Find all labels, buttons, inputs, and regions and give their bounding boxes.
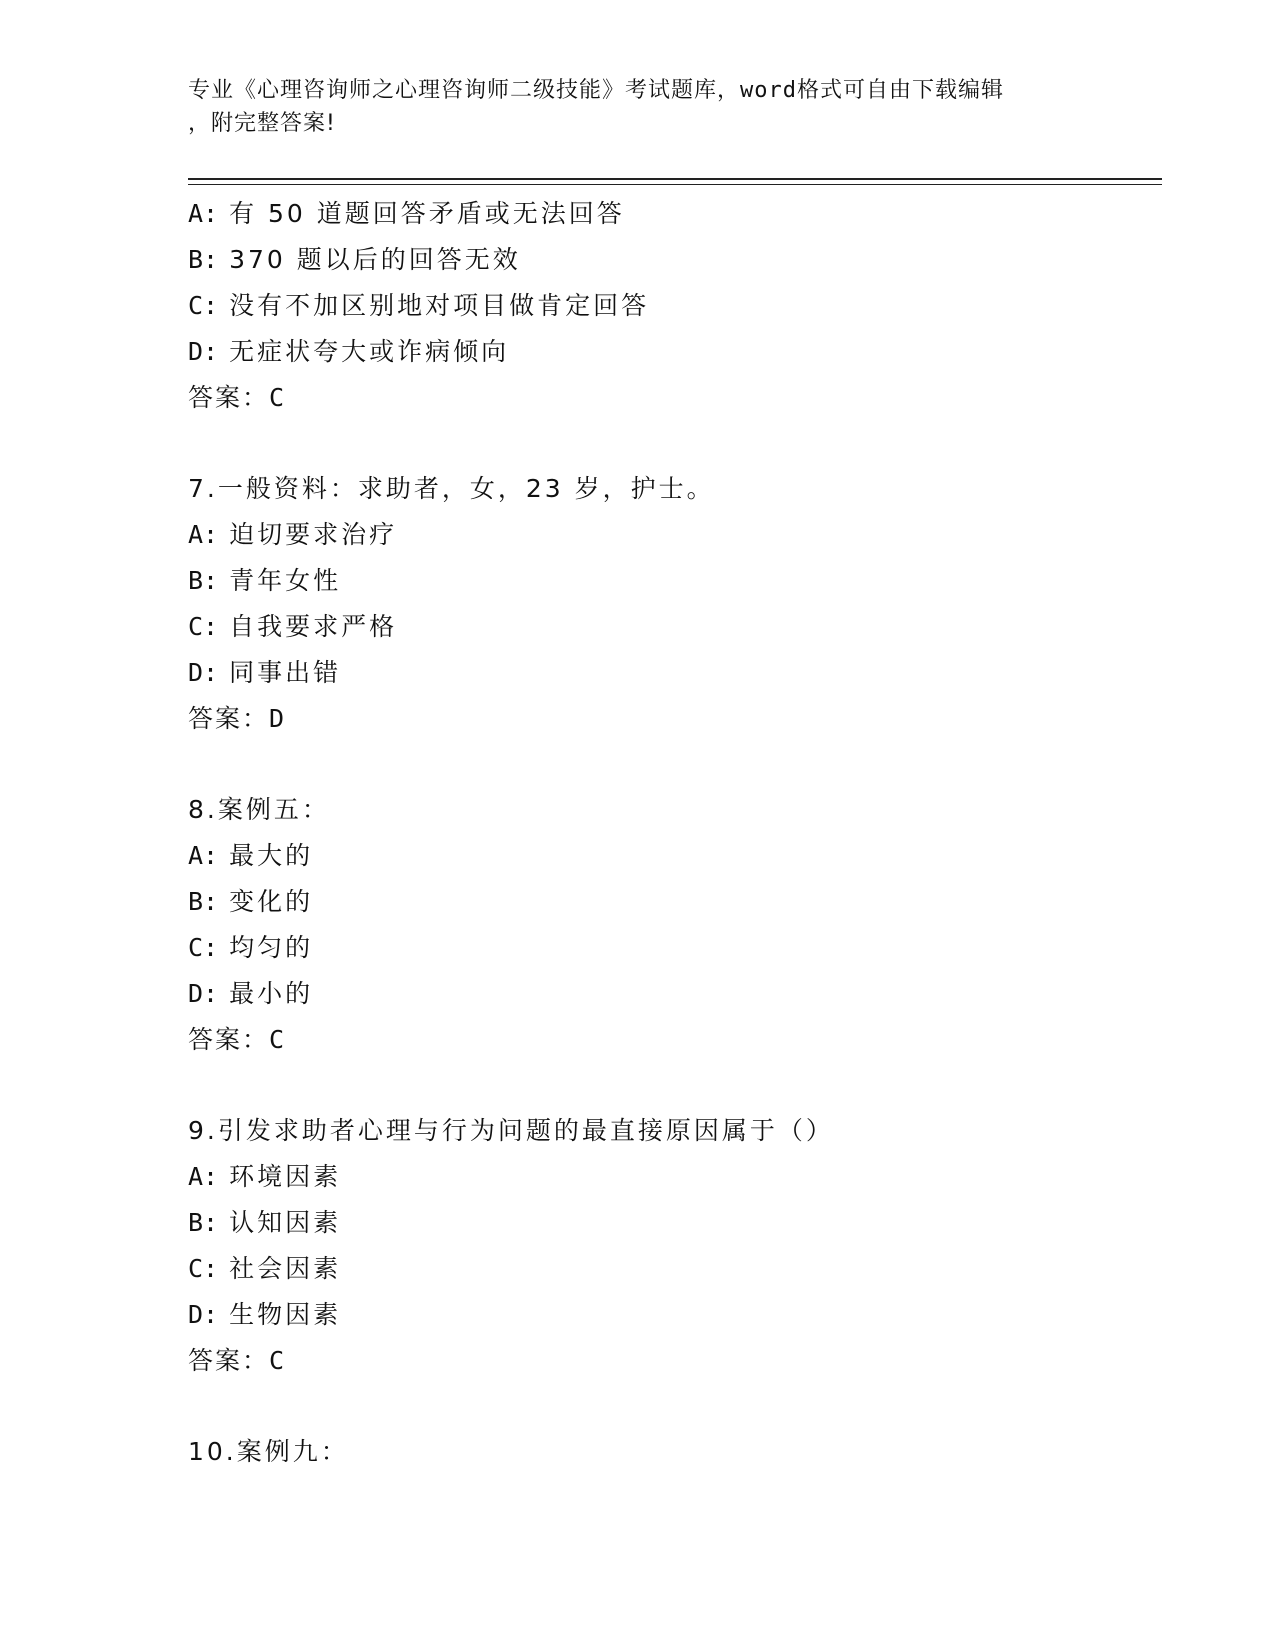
spacer [188, 1384, 1148, 1429]
header-line-1 [188, 74, 1088, 107]
question-stem: 10.案例九： [188, 1437, 349, 1466]
option-c: C: 没有不加区别地对项目做肯定回答 [188, 291, 650, 320]
question-9 [188, 1108, 1148, 1384]
option-c: C: 均匀的 [188, 933, 314, 962]
option-a: A: 最大的 [188, 841, 314, 870]
option-c: C: 自我要求严格 [188, 612, 398, 641]
answer-line: 答案：C [188, 1346, 287, 1375]
document-header [188, 74, 1088, 140]
spacer [188, 421, 1148, 466]
header-word-text: word [740, 78, 797, 103]
question-stem: 9.引发求助者心理与行为问题的最直接原因属于（） [188, 1116, 834, 1145]
option-c: C: 社会因素 [188, 1254, 342, 1283]
header-title-part2: 格式可自由下载编辑 [797, 78, 1005, 103]
question-list [188, 191, 1148, 1475]
question-stem: 8.案例五： [188, 795, 330, 824]
header-divider-thin [188, 184, 1162, 185]
option-d: D: 生物因素 [188, 1300, 342, 1329]
answer-line: 答案：C [188, 383, 287, 412]
question-7 [188, 466, 1148, 742]
header-line-2: ，附完整答案! [188, 111, 336, 136]
option-d: D: 同事出错 [188, 658, 342, 687]
answer-line: 答案：D [188, 704, 287, 733]
option-d: D: 无症状夸大或诈病倾向 [188, 337, 510, 366]
continued-question [188, 191, 1148, 421]
header-title-part1: 专业《心理咨询师之心理咨询师二级技能》考试题库， [188, 78, 741, 103]
answer-line: 答案：C [188, 1025, 287, 1054]
option-a: A: 迫切要求治疗 [188, 520, 398, 549]
option-b: B: 370 题以后的回答无效 [188, 245, 521, 274]
header-divider-thick [188, 178, 1162, 180]
option-a: A: 有 50 道题回答矛盾或无法回答 [188, 199, 625, 228]
question-8 [188, 787, 1148, 1063]
option-b: B: 认知因素 [188, 1208, 342, 1237]
question-10 [188, 1429, 1148, 1475]
spacer [188, 1063, 1148, 1108]
question-stem: 7.一般资料：求助者，女，23 岁，护士。 [188, 474, 715, 503]
option-b: B: 青年女性 [188, 566, 342, 595]
option-b: B: 变化的 [188, 887, 314, 916]
spacer [188, 742, 1148, 787]
option-d: D: 最小的 [188, 979, 314, 1008]
option-a: A: 环境因素 [188, 1162, 342, 1191]
